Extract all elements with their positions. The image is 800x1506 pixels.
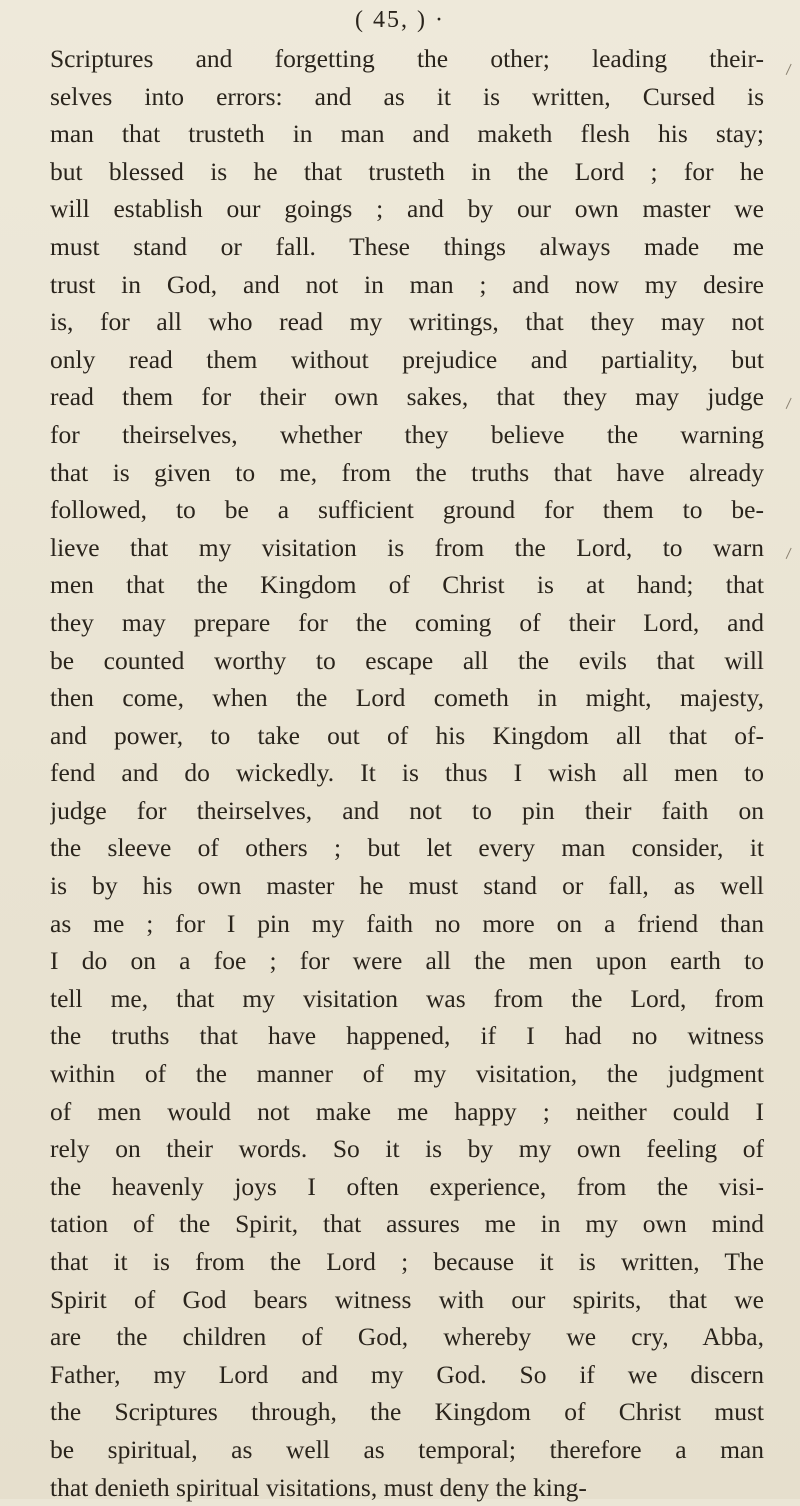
text-line: of men would not make me happy ; neither could I xyxy=(50,1096,764,1126)
text-line: is by his own master he must stand or fall, as well xyxy=(50,871,764,901)
text-line: be counted worthy to escape all the evils that will xyxy=(50,645,764,675)
text-line: within of the manner of my visitation, the judgment xyxy=(50,1059,764,1089)
text-line: Spirit of God bears witness with our spirits, that we xyxy=(50,1284,764,1314)
text-line: lieve that my visitation is from the Lord, to warn xyxy=(50,532,764,562)
text-line: selves into errors: and as it is written, Cursed is xyxy=(50,81,764,111)
text-line: must stand or fall. These things always made me xyxy=(50,231,764,261)
margin-mark xyxy=(786,398,795,411)
text-line: the heavenly joys I often experience, from the visi- xyxy=(50,1171,764,1201)
body-text xyxy=(50,40,764,1506)
margin-mark xyxy=(786,548,795,561)
text-line: will establish our goings ; and by our own master we xyxy=(50,194,764,224)
page-number: ( 45, ) · xyxy=(355,7,445,33)
text-line: rely on their words. So it is by my own feeling of xyxy=(50,1134,764,1164)
text-line: followed, to be a sufficient ground for them to be- xyxy=(50,495,764,525)
text-line: the sleeve of others ; but let every man consider, it xyxy=(50,833,764,863)
text-line: trust in God, and not in man ; and now my desire xyxy=(50,269,764,299)
text-line: be spiritual, as well as temporal; therefore a man xyxy=(50,1434,764,1464)
text-line: man that trusteth in man and maketh flesh his stay; xyxy=(50,119,764,149)
text-line: for theirselves, whether they believe the warning xyxy=(50,419,764,449)
text-line: I do on a foe ; for were all the men upon earth to xyxy=(50,946,764,976)
text-line: judge for theirselves, and not to pin their faith on xyxy=(50,795,764,825)
text-line: that denieth spiritual visitations, must deny the king- xyxy=(50,1472,587,1502)
margin-mark xyxy=(786,64,795,77)
text-line: that it is from the Lord ; because it is written, The xyxy=(50,1247,764,1276)
text-line: tation of the Spirit, that assures me in my own mind xyxy=(50,1209,764,1239)
text-line: tell me, that my visitation was from the Lord, from xyxy=(50,983,764,1013)
text-line: men that the Kingdom of Christ is at hand; that xyxy=(50,570,764,600)
text-line: fend and do wickedly. It is thus I wish all men to xyxy=(50,758,764,788)
text-line: the Scriptures through, the Kingdom of Christ must xyxy=(50,1397,764,1427)
text-line: they may prepare for the coming of their Lord, and xyxy=(50,607,764,637)
text-line: Scriptures and forgetting the other; leading their- xyxy=(50,44,764,73)
text-line: that is given to me, from the truths that have already xyxy=(50,457,764,487)
text-line: but blessed is he that trusteth in the Lord ; for he xyxy=(50,156,764,186)
text-line: then come, when the Lord cometh in might, majesty, xyxy=(50,683,764,713)
text-line: is, for all who read my writings, that they may not xyxy=(50,307,764,337)
text-line: and power, to take out of his Kingdom all that of- xyxy=(50,720,764,750)
text-line: as me ; for I pin my faith no more on a friend than xyxy=(50,908,764,938)
text-line: read them for their own sakes, that they may judge xyxy=(50,382,764,412)
text-line: the truths that have happened, if I had no witness xyxy=(50,1021,764,1051)
text-line: only read them without prejudice and partiality, but xyxy=(50,344,764,374)
text-line: Father, my Lord and my God. So if we discern xyxy=(50,1359,764,1389)
text-line: are the children of God, whereby we cry, Abba, xyxy=(50,1322,764,1352)
